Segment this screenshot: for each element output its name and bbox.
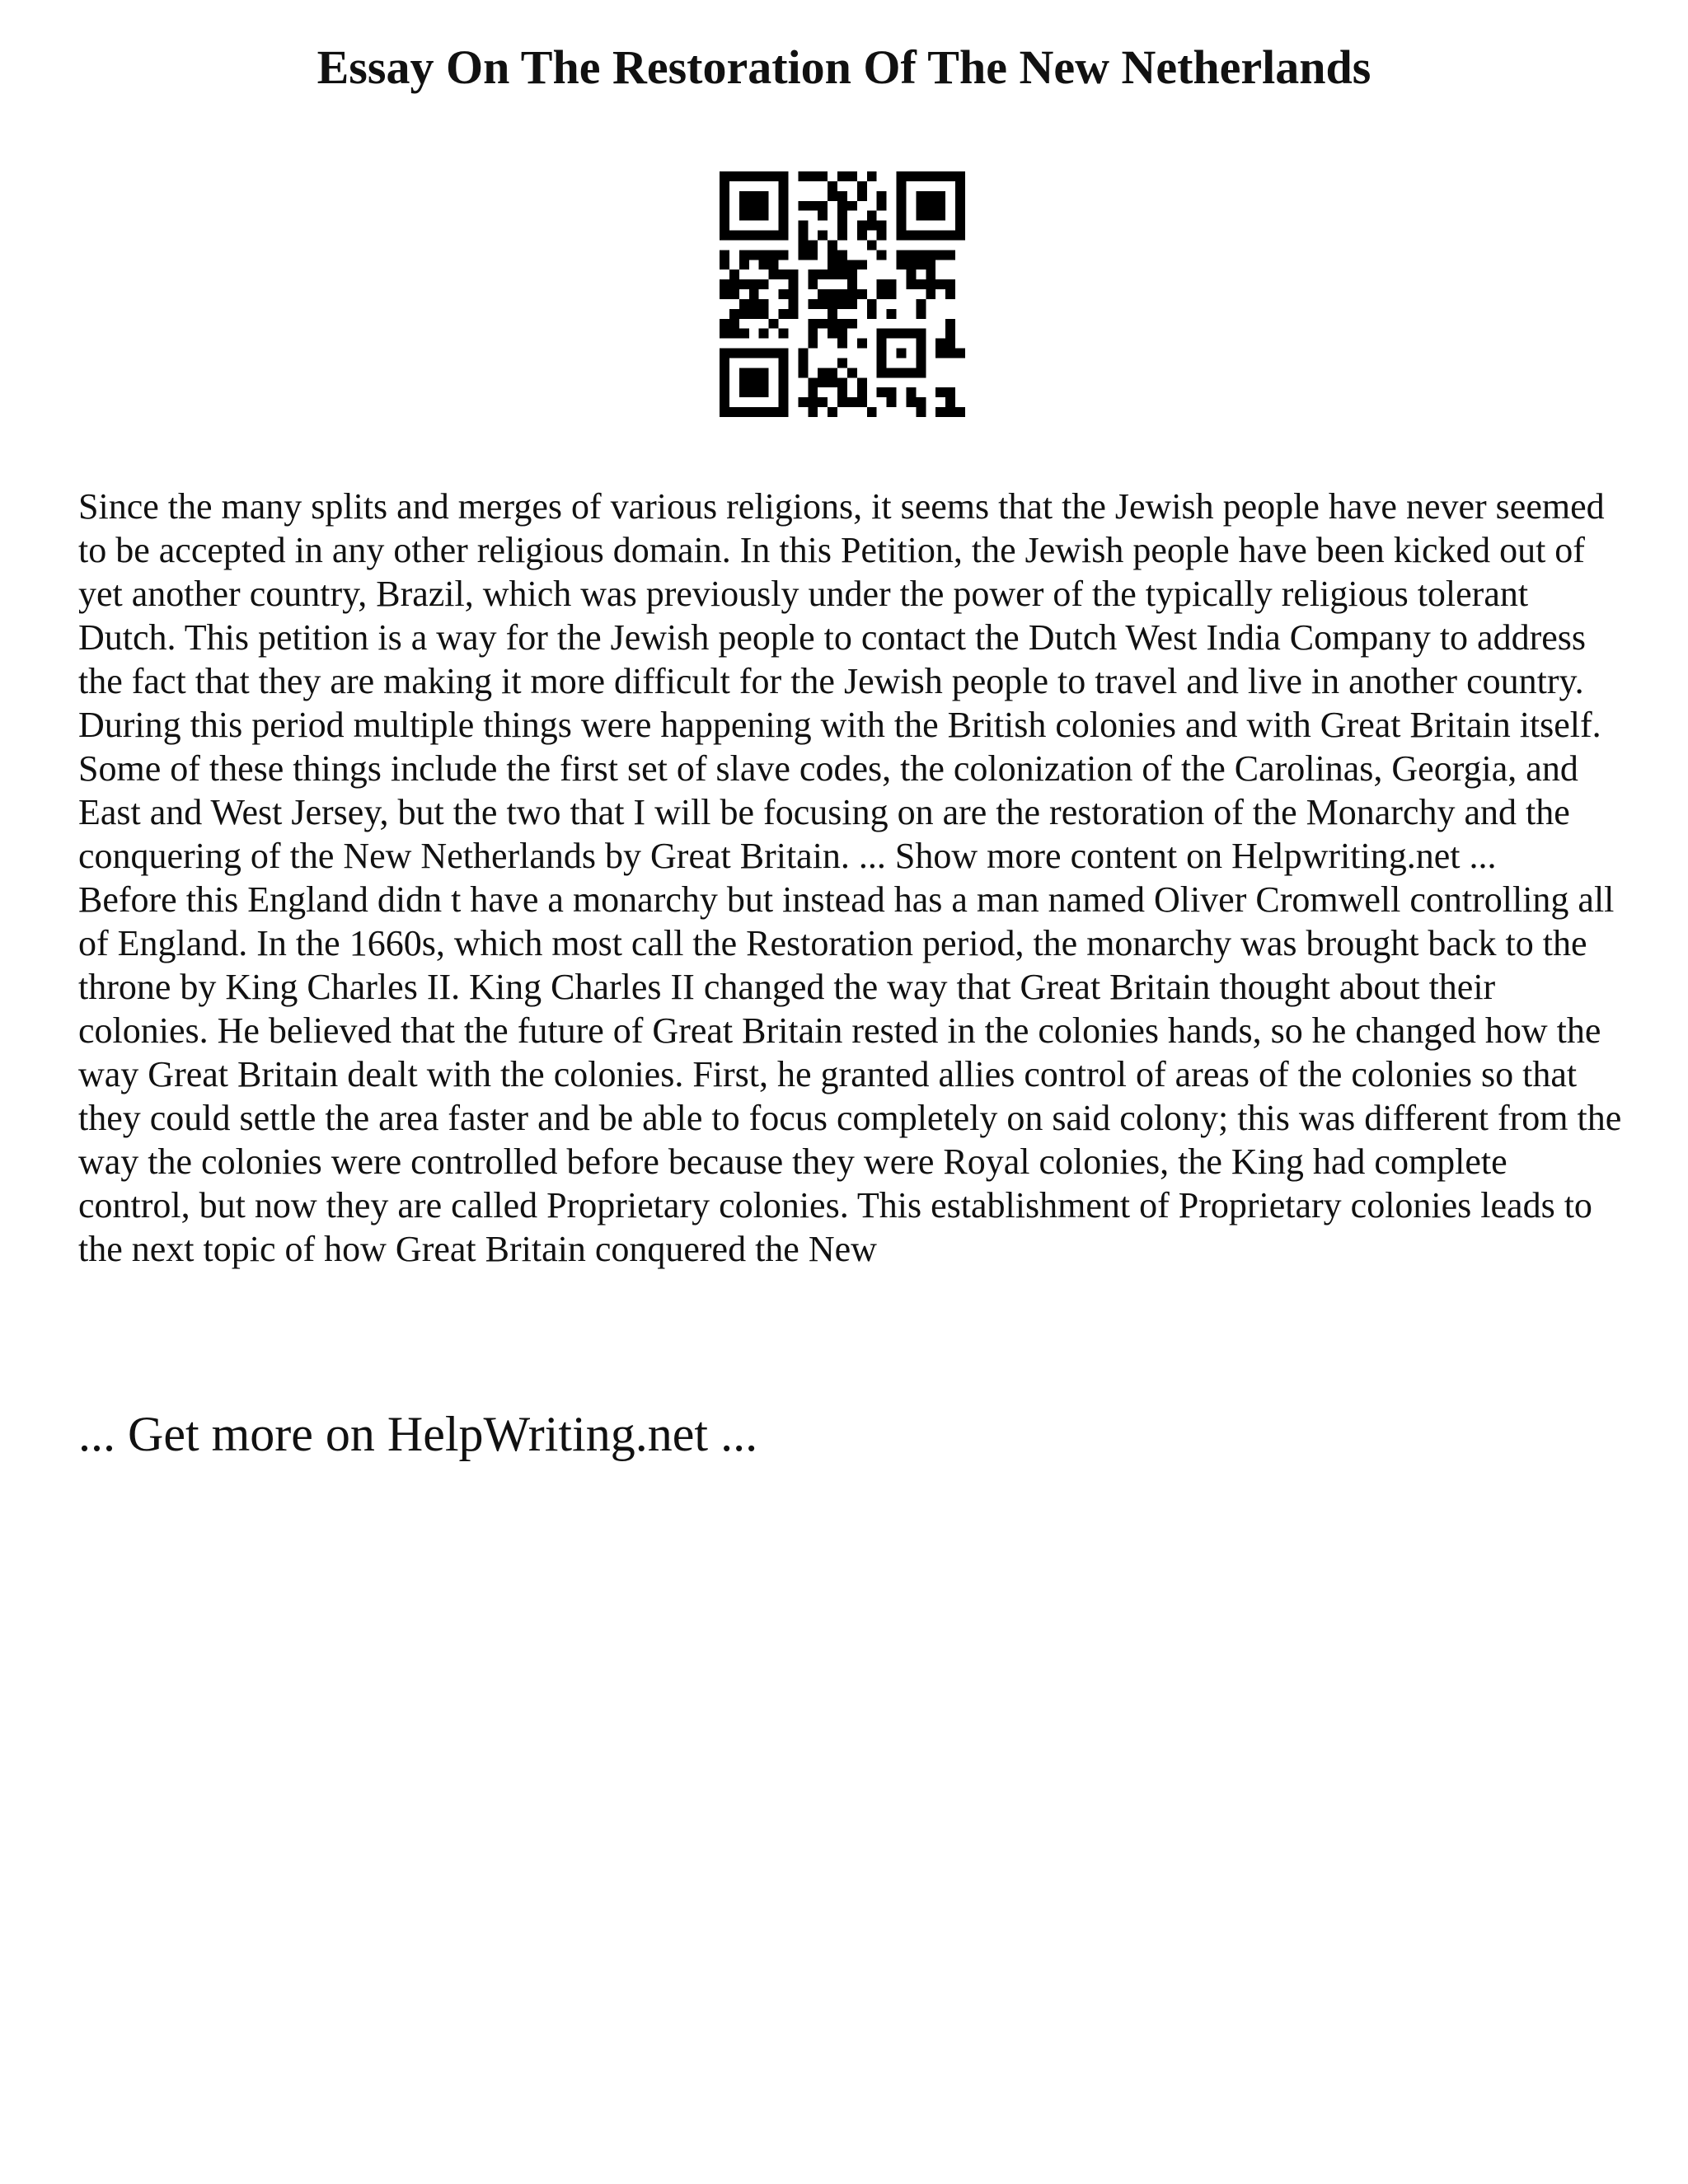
qr-code-icon — [720, 171, 965, 417]
essay-paragraph-3: Before this England didn t have a monarchy but instead has a man named Oliver Cromwell controlling all of England. In the 1660s, which most call the Restoration period, the monarchy was brought back to the throne by King Charles II. King Charles II changed the way that Great Britain thought about their colonies. He believed that the future of Great Britain rested in the colonies hands, so he changed how the way Great Britain dealt with the colonies. First, he granted allies control of areas of the colonies so that they could settle the area faster and be able to focus completely on said colony; this was different from the way the colonies were controlled before because they were Royal colonies, the King had complete control, but now they are called Proprietary colonies. This establishment of Proprietary colonies leads to the next topic of how Great Britain conquered the New — [78, 879, 1622, 1269]
essay-paragraph-1: Since the many splits and merges of various religions, it seems that the Jewish people have never seemed to be accepted in any other religious domain. In this Petition, the Jewish people have been kicked out of yet another country, Brazil, which was previously under the power of the typically religious tolerant Dutch. This petition is a way for the Jewish people to contact the Dutch West India Company to address the fact that they are making it more difficult for the Jewish people to travel and live in another country. — [78, 486, 1605, 701]
get-more-link[interactable]: ... Get more on HelpWriting.net ... — [78, 1407, 758, 1461]
essay-body — [78, 485, 1628, 1271]
page-title: Essay On The Restoration Of The New Netherlands — [316, 40, 1372, 94]
essay-paragraph-2: During this period multiple things were happening with the British colonies and with Great Britain itself. Some of these things include the first set of slave codes, the colonization of the Carolinas, Georgia, and East and West Jersey, but the two that I will be focusing on are the restoration of the Monarchy and the conquering of the New Netherlands by Great Britain. ... Show more content on Helpwriting.net ... — [78, 705, 1601, 876]
